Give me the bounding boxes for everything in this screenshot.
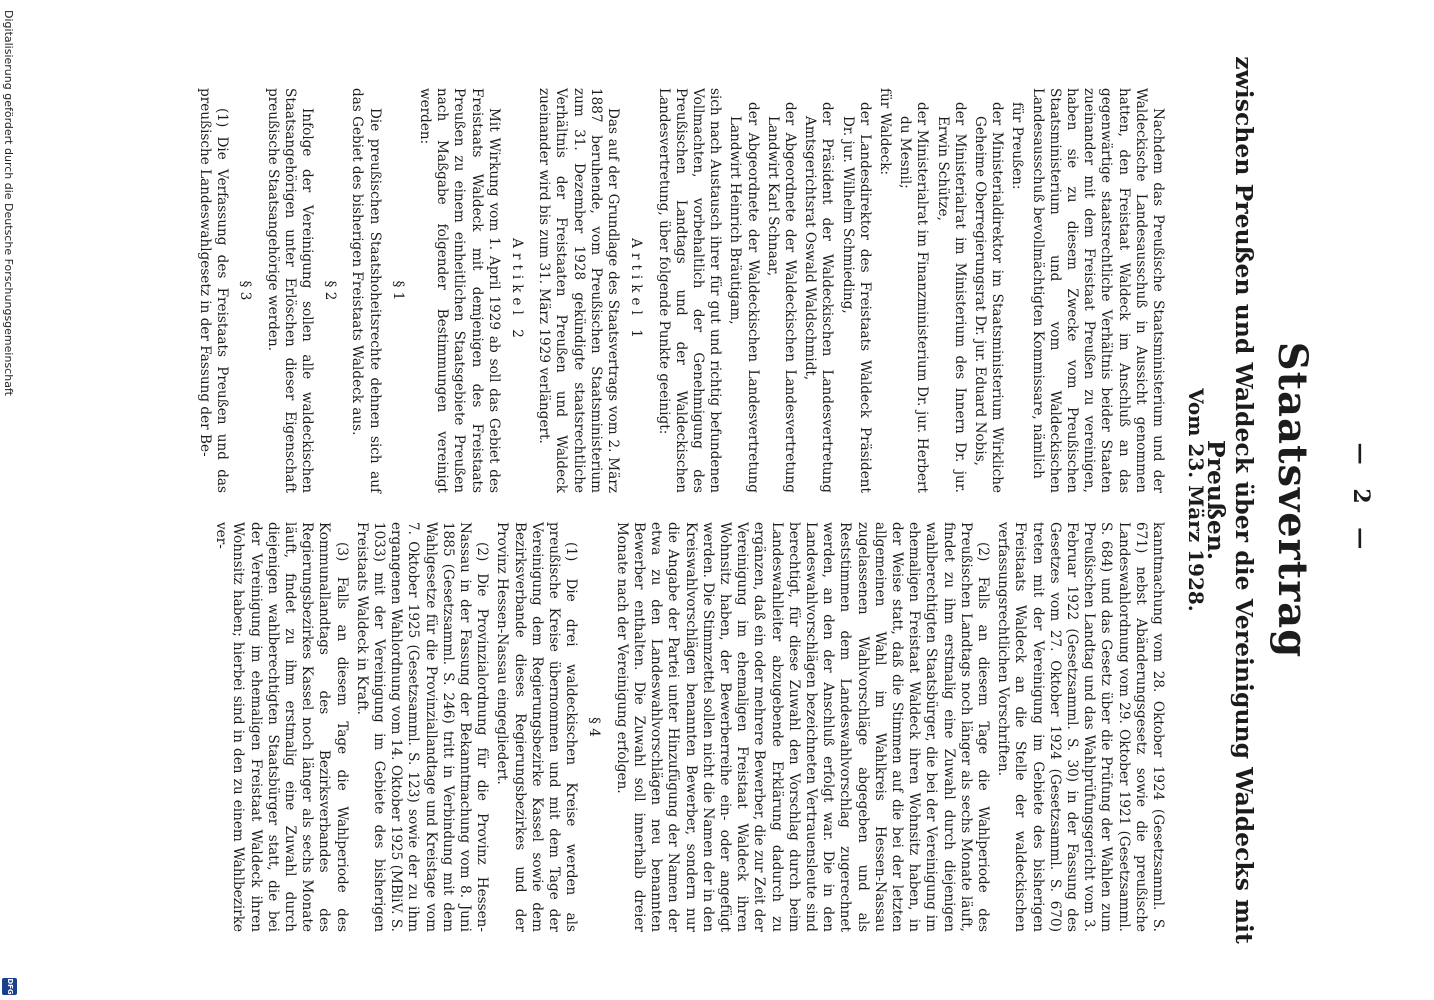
prussia-commissioner-1: der Ministerialdirektor im Staatsministerium Wirkliche Geheime Oberregierungsrat Dr. jur. Eduard Nobis,: [971, 102, 1006, 493]
page-number: — 2 —: [1348, 442, 1374, 558]
article-1-text: Das auf der Grundlage des Staatsvertrags vom 2. März 1887 beruhende, vom Preußischen Staatsministerium zum 31. Dezember 1928 gekündigte staatsrechtliche Verhältnis der Freistaaten Preußen und Waldeck zueinander wird bis zum 31. März 1929 verlängert.: [536, 88, 622, 493]
digitization-footer: [0, 0, 18, 1000]
article-2-text: Mit Wirkung vom 1. April 1929 ab soll das Gebiet des Freistaats Waldeck mit demjenigen des Freistaats Preußen zu einem einheitlichen Staatsgebiete Preußen nach Maßgabe folgender Bestimmungen vereinigt werden:: [417, 88, 502, 493]
section-4-subsection-3: (3) Falls an diesem Tage die Wahlperiode des Kommunallandtags des Bezirksverbandes des Regierungsbezirkes Kassel noch länger als sechs Monate läuft, findet zu ihm erstmalig eine Zuwahl durch diejenigen wahlberechtigten Staatsbürger statt, die bei der Vereinigung im ehemaligen Freistaat Waldeck ihren Wohnsitz haben; hierbei sind in den zu einem Wahlbezirke ver-: [213, 522, 350, 932]
document-title: Staatsvertrag: [1269, 341, 1316, 659]
section-1-text: Die preußischen Staatshoheitsrechte dehnen sich auf das Gebiet des bisherigen Freistaats Waldeck aus.: [349, 88, 383, 493]
article-1-heading: Artikel 1: [628, 238, 645, 343]
right-column: [209, 522, 1166, 932]
section-3-continuation: kanntmachung vom 28. Oktober 1924 (Gesetzsamml. S. 671) nebst Abänderungsgesetz sowie die preußische Landeswahlordnung vom 29. Oktober 1921 (Gesetzsamml. S. 684) und das Gesetz über die Prüfung der Wahlen zum Preußischen Landtag und das Wahlprüfungsgericht vom 3. Februar 1922 (Gesetzsamml. S. 30) in der Fassung des Gesetzes vom 27. Oktober 1924 (Gesetzsamml. S. 670) treten mit der Vereinigung im Gebiete des bisherigen Freistaats Waldeck an die Stelle der waldeckischen verfassungsrechtlichen Vorschriften.: [995, 522, 1166, 932]
prussia-commissioner-2: der Ministerialrat im Ministerium des Innern Dr. jur. Erwin Schütze,: [934, 102, 968, 493]
for-prussia-label: für Preußen:: [1009, 102, 1026, 190]
intro-paragraph: Nachdem das Preußische Staatsministerium und der Waldeckische Landesausschuß in Aussicht genommen hatten, den Freistaat Waldeck im Anschluß an das gegenwärtige staatsrechtliche Verhältnis beider Staaten zueinander mit dem Freistaat Preußen zu vereinigen, haben sie zu diesem Zwecke vom Preußischen Staatsministerium und vom Waldeckischen Landesausschuß bevollmächtigten Kommissare, nämlich: [1029, 88, 1166, 493]
section-4-subsection-1: (1) Die drei waldeckischen Kreise werden als preußische Kreise übernommen und mit dem Tage der Vereinigung dem Regierungsbezirke Kassel sowie dem Bezirksverbande dieses Regierungsbezirkes und der Provinz Hessen-Nassau eingegliedert.: [494, 522, 580, 932]
prussia-commissioner-3: der Ministerialrat im Finanzministerium Dr. jur. Herbert du Mesnil;: [897, 102, 931, 493]
agreement-paragraph: sich nach Austausch ihrer für gut und richtig befundenen Vollmachten, vorbehaltlich der Genehmigung des Preußischen Landtags und der Waldeckischen Landesvertretung, über folgende Punkte geeinigt:: [655, 88, 724, 493]
waldeck-commissioner-2: der Präsident der Waldeckischen Landesvertretung Amtsgerichtsrat Oswald Waldschmidt,: [802, 102, 836, 493]
section-3-text: (1) Die Verfassung des Freistaats Preußen und das preußische Landeswahlgesetz in der Fassung der Be-: [197, 88, 231, 493]
for-waldeck-label: für Waldeck:: [876, 88, 893, 176]
waldeck-commissioner-4: der Abgeordnete der Waldeckischen Landesvertretung Landwirt Heinrich Bräutigam,: [727, 102, 761, 493]
section-2-text: Infolge der Vereinigung sollen alle waldeckischen Staatsangehörigen unter Erlöschen dieser Eigenschaft preußische Staatsangehörige werden.: [264, 88, 316, 493]
dfg-logo-icon: DFG: [2, 978, 17, 995]
section-3-heading: § 3: [237, 280, 254, 301]
section-4-heading: § 4: [586, 717, 603, 737]
section-2-heading: § 2: [322, 280, 339, 301]
document-date: Vom 23. März 1928.: [1184, 388, 1208, 612]
waldeck-commissioner-3: der Abgeordnete der Waldeckischen Landesvertretung Landwirt Karl Schnaar,: [764, 102, 798, 493]
section-3-subsection-2: (2) Falls an diesem Tage die Wahlperiode des Preußischen Landtags noch länger als sechs Monate läuft, findet zu ihm erstmalig eine Zuwahl durch diejenigen wahlberechtigten Staatsbürger, die bei der Vereinigung im ehemaligen Freistaat Waldeck ihren Wohnsitz haben, in der Weise statt, daß die Stimmen auf die bei der letzten allgemeinen Wahl im Wahlkreis Hessen-Nassau zugelassenen Wahlvorschläge abgegeben und als Reststimmen dem Landeswahlvorschlag zugerechnet werden, an den der Anschluß erfolgt war. Die in den Landeswahlvorschlägen bezeichneten Vertrauensleute sind berechtigt, für diese Zuwahl den Vorschlag durch beim Landeswahlleiter abzugebende Erklärung dadurch zu ergänzen, daß ein oder mehrere Bewerber, die zur Zeit der Vereinigung im ehemaligen Freistaat Waldeck ihren Wohnsitz haben, der Bewerberreihe ein- oder angefügt werden. Die Stimmzettel sollen nicht die Namen der in den Kreiswahlvorschlägen benannten Bewerber, sondern nur die Angabe der Partei unter Hinzufügung der Namen der etwa zu den Landeswahlvorschlägen neu benannten Bewerber enthalten. Die Zuwahl soll innerhalb dreier Monate nach der Vereinigung erfolgen.: [613, 522, 991, 932]
waldeck-commissioner-1: der Landesdirektor des Freistaats Waldeck Präsident Dr. jur. Wilhelm Schmieding,: [839, 102, 873, 493]
section-1-heading: § 1: [389, 280, 406, 301]
left-column: [193, 88, 1166, 493]
article-2-heading: Artikel 2: [509, 238, 526, 343]
dfg-credit-text: Digitalisierung gefördert durch die Deutsche Forschungsgemeinschaft: [2, 10, 15, 396]
document-subtitle: zwischen Preußen und Waldeck über die Vereinigung Waldecks mit Preußen.: [1202, 56, 1258, 944]
section-4-subsection-2: (2) Die Provinzialordnung für die Provinz Hessen-Nassau in der Fassung der Bekanntmachung vom 8. Juni 1885 (Gesetzsamml. S. 246) tritt in Verbindung mit dem Wahlgesetze für die Provinziallandtage und Kreistage vom 7. Oktober 1925 (Gesetzsamml. S. 123) sowie der zu ihm ergangenen Wahlordnung vom 14. Oktober 1925 (MBliV. S. 1033) mit der Vereinigung im Gebiete des bisherigen Freistaats Waldeck in Kraft.: [353, 522, 491, 932]
